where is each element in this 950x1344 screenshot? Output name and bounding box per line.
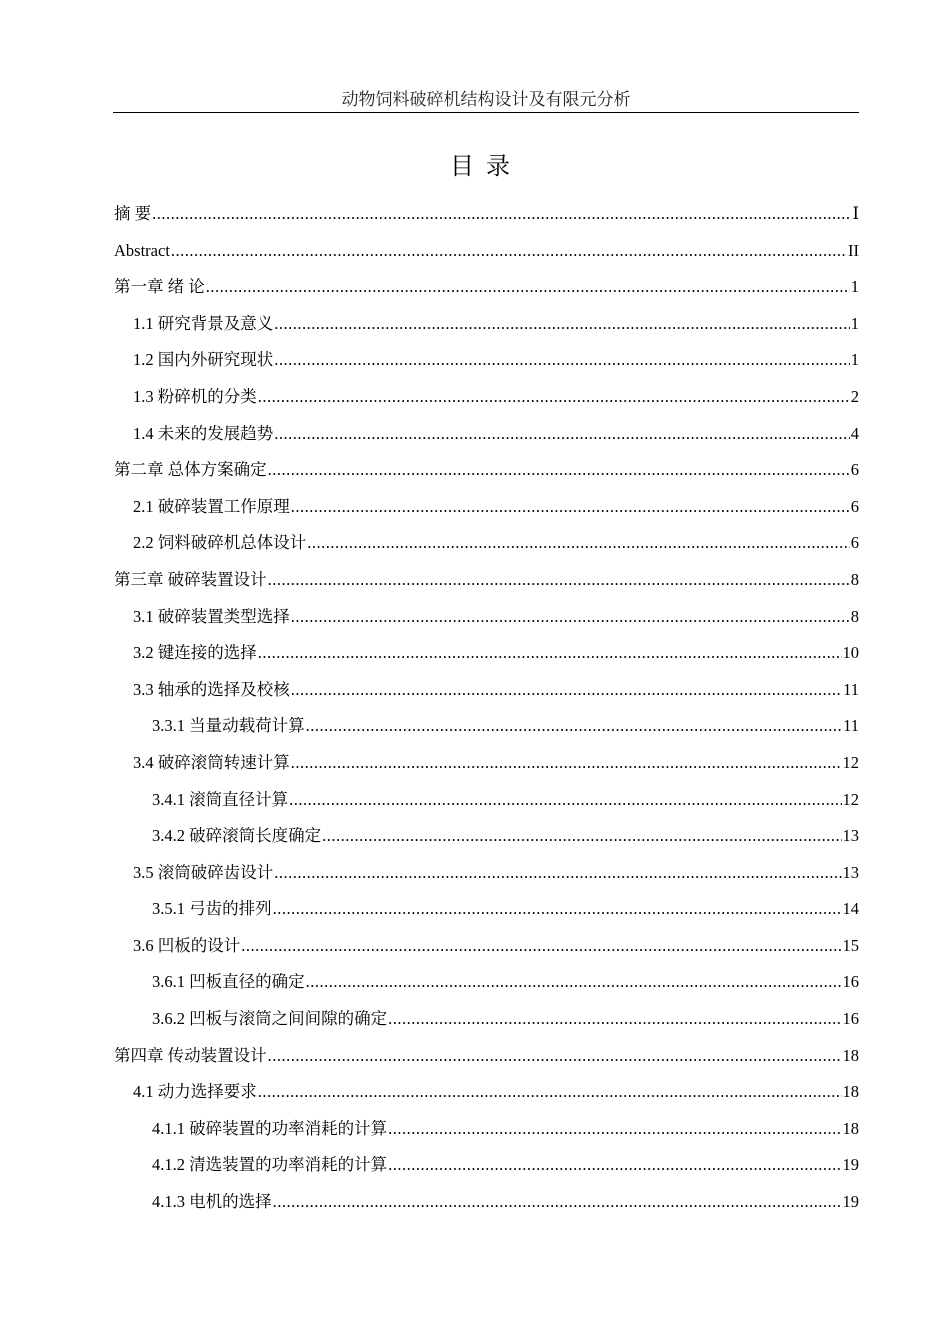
toc-entry-page: 8 [850, 606, 859, 626]
toc-entry-label: 1.4 未来的发展趋势 [133, 423, 274, 443]
toc-entry-page: 13 [842, 862, 859, 882]
dot-leader [274, 420, 850, 448]
toc-entry-label: 3.2 键连接的选择 [133, 643, 257, 663]
toc-entry-label: 摘 要 [114, 204, 152, 223]
toc-entry[interactable] [114, 1188, 859, 1225]
dot-leader [274, 346, 850, 374]
toc-entry-label: 第四章 传动装置设计 [114, 1045, 267, 1065]
dot-leader [258, 639, 842, 667]
toc-entry[interactable] [114, 822, 859, 859]
toc-entry-page: 4 [850, 423, 859, 443]
dot-leader [241, 932, 841, 960]
dot-leader [306, 712, 842, 740]
toc-entry-page: 8 [850, 569, 859, 589]
toc-entry[interactable] [114, 456, 859, 493]
toc-entry-label: 3.6 凹板的设计 [133, 935, 241, 955]
toc-entry-page: 6 [850, 460, 859, 480]
toc-entry-page: 1 [850, 313, 859, 333]
toc-entry[interactable] [114, 603, 859, 640]
toc-entry[interactable] [114, 237, 859, 274]
toc-entry[interactable] [114, 1115, 859, 1152]
toc-entry-label: 3.1 破碎装置类型选择 [133, 606, 290, 626]
toc-entry[interactable] [114, 383, 859, 420]
toc-entry-label: 3.3.1 当量动载荷计算 [152, 716, 305, 736]
toc-entry-label: 3.6.2 凹板与滚筒之间间隙的确定 [152, 1009, 388, 1029]
toc-entry-page: 6 [850, 533, 859, 553]
toc-entry-label: 4.1 动力选择要求 [133, 1082, 257, 1102]
toc-entry-label: 4.1.1 破碎装置的功率消耗的计算 [152, 1118, 388, 1138]
toc-entry[interactable] [114, 420, 859, 457]
toc-entry[interactable] [114, 932, 859, 969]
toc-entry-page: 11 [843, 679, 859, 699]
toc-entry[interactable] [114, 1078, 859, 1115]
toc-entry[interactable] [114, 749, 859, 786]
dot-leader [291, 749, 842, 777]
dot-leader [291, 493, 850, 521]
toc-entry-page: 18 [842, 1045, 859, 1065]
toc-entry-label: 3.4.2 破碎滚筒长度确定 [152, 826, 322, 846]
toc-entry[interactable] [114, 310, 859, 347]
toc-entry-page: 12 [842, 752, 859, 772]
toc-entry-page: 16 [842, 1009, 859, 1029]
toc-entry-label: 2.1 破碎装置工作原理 [133, 496, 290, 516]
dot-leader [258, 1078, 842, 1106]
dot-leader [258, 383, 850, 411]
dot-leader [306, 968, 842, 996]
page-title: 目录 [450, 152, 522, 180]
toc-entry-label: 3.3 轴承的选择及校核 [133, 679, 290, 699]
toc-entry-page: 12 [842, 789, 859, 809]
toc-entry-page: 15 [842, 935, 859, 955]
toc-entry-label: 1.2 国内外研究现状 [133, 350, 274, 370]
dot-leader [274, 310, 850, 338]
toc-entry[interactable] [114, 1042, 859, 1079]
toc-entry-label: 1.1 研究背景及意义 [133, 313, 274, 333]
toc-entry[interactable] [114, 895, 859, 932]
toc-entry-label: 3.4 破碎滚筒转速计算 [133, 752, 290, 772]
toc-entry[interactable] [114, 712, 859, 749]
toc-entry-label: 第二章 总体方案确定 [114, 460, 267, 480]
toc-entry-page: 1 [850, 277, 859, 297]
dot-leader [388, 1151, 841, 1179]
toc-entry[interactable] [114, 859, 859, 896]
running-header: 动物饲料破碎机结构设计及有限元分析 [113, 90, 859, 113]
toc-entry-page: 2 [850, 386, 859, 406]
toc-entry-page: Ⅰ [852, 204, 859, 223]
toc-entry[interactable] [114, 1151, 859, 1188]
dot-leader [268, 566, 850, 594]
toc-entry-page: 6 [850, 496, 859, 516]
toc-entry-page: 18 [842, 1118, 859, 1138]
dot-leader [291, 603, 850, 631]
toc-entry[interactable] [114, 639, 859, 676]
toc-entry-label: 第三章 破碎装置设计 [114, 569, 267, 589]
toc-entry-page: 18 [842, 1082, 859, 1102]
dot-leader [152, 200, 851, 228]
toc-entry-page: 1 [850, 350, 859, 370]
toc-entry[interactable] [114, 968, 859, 1005]
dot-leader [273, 895, 842, 923]
toc-entry[interactable] [114, 529, 859, 566]
toc-entry-label: 3.6.1 凹板直径的确定 [152, 972, 305, 992]
dot-leader [273, 1188, 842, 1216]
toc-entry[interactable] [114, 493, 859, 530]
toc-entry-page: II [848, 240, 859, 260]
toc-entry-page: 13 [842, 826, 859, 846]
dot-leader [206, 273, 850, 301]
toc-entry-label: Abstract [114, 240, 170, 260]
toc-entry-label: 4.1.3 电机的选择 [152, 1192, 272, 1212]
toc-entry-page: 16 [842, 972, 859, 992]
toc-entry[interactable] [114, 676, 859, 713]
toc-entry-page: 11 [843, 716, 859, 736]
toc-entry-page: 10 [842, 643, 859, 663]
toc-entry-page: 14 [842, 899, 859, 919]
dot-leader [307, 529, 850, 557]
toc-entry[interactable] [114, 566, 859, 603]
dot-leader [274, 859, 841, 887]
toc-entry-label: 4.1.2 清选装置的功率消耗的计算 [152, 1155, 388, 1175]
toc-entry[interactable] [114, 346, 859, 383]
dot-leader [322, 822, 841, 850]
dot-leader [268, 456, 850, 484]
toc-entry-label: 3.4.1 滚筒直径计算 [152, 789, 289, 809]
toc-entry-label: 3.5.1 弓齿的排列 [152, 899, 272, 919]
dot-leader [171, 237, 847, 265]
dot-leader [268, 1042, 842, 1070]
toc-entry-label: 第一章 绪 论 [114, 277, 205, 297]
dot-leader [291, 676, 842, 704]
toc-entry[interactable] [114, 200, 859, 237]
toc-entry-label: 2.2 饲料破碎机总体设计 [133, 533, 307, 553]
table-of-contents [114, 200, 859, 1225]
toc-entry[interactable] [114, 273, 859, 310]
dot-leader [388, 1115, 841, 1143]
toc-entry[interactable] [114, 1005, 859, 1042]
toc-entry-page: 19 [842, 1155, 859, 1175]
toc-entry-page: 19 [842, 1192, 859, 1212]
toc-entry[interactable] [114, 786, 859, 823]
dot-leader [289, 786, 841, 814]
toc-entry-label: 3.5 滚筒破碎齿设计 [133, 862, 274, 882]
dot-leader [388, 1005, 841, 1033]
toc-entry-label: 1.3 粉碎机的分类 [133, 386, 257, 406]
